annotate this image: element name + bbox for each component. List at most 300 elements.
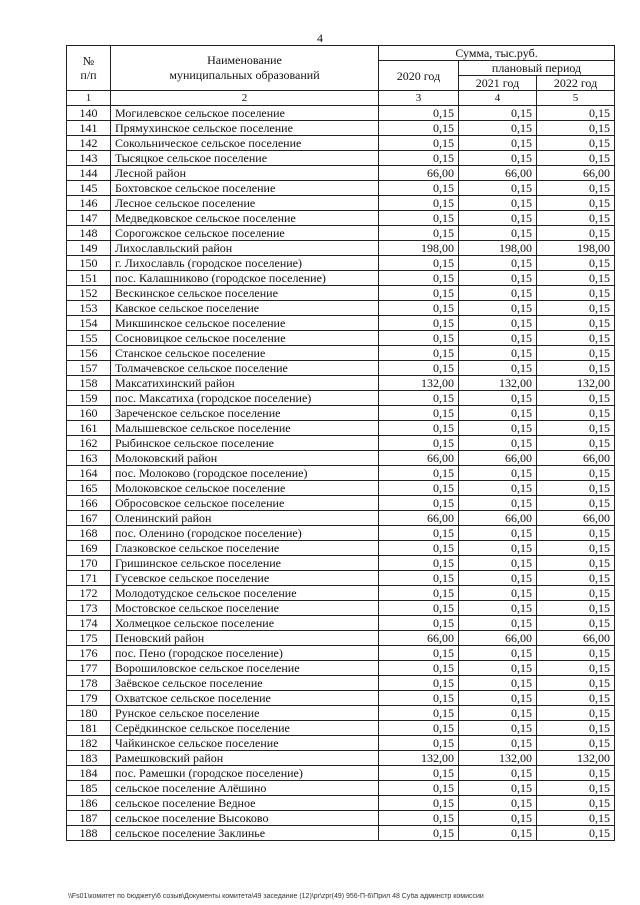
amount-2020: 0,15: [379, 466, 459, 481]
table-row: [67, 451, 615, 466]
row-number: 187: [67, 811, 111, 826]
header-name: [111, 46, 379, 91]
amount-2020: 0,15: [379, 646, 459, 661]
municipality-name: Зареченское сельское поселение: [111, 406, 379, 421]
amount-2021: 0,15: [459, 151, 537, 166]
amount-2020: 0,15: [379, 271, 459, 286]
header-year-2021: 2021 год: [459, 76, 537, 91]
municipality-name: Станское сельское поселение: [111, 346, 379, 361]
table-row: [67, 211, 615, 226]
amount-2020: 0,15: [379, 436, 459, 451]
amount-2021: 66,00: [459, 166, 537, 181]
row-number: 165: [67, 481, 111, 496]
row-number: 148: [67, 226, 111, 241]
amount-2021: 0,15: [459, 331, 537, 346]
amount-2021: 0,15: [459, 256, 537, 271]
amount-2022: 0,15: [537, 346, 615, 361]
amount-2020: 0,15: [379, 826, 459, 841]
amount-2022: 0,15: [537, 586, 615, 601]
column-index-row: [67, 91, 615, 106]
municipality-name: Мостовское сельское поселение: [111, 601, 379, 616]
amount-2022: 66,00: [537, 631, 615, 646]
amount-2022: 0,15: [537, 811, 615, 826]
amount-2021: 0,15: [459, 496, 537, 511]
amount-2021: 0,15: [459, 226, 537, 241]
table-row: [67, 691, 615, 706]
column-index: 2: [111, 91, 379, 106]
amount-2022: 0,15: [537, 181, 615, 196]
table-row: [67, 541, 615, 556]
amount-2020: 132,00: [379, 376, 459, 391]
amount-2022: 0,15: [537, 646, 615, 661]
table-row: [67, 436, 615, 451]
row-number: 182: [67, 736, 111, 751]
row-number: 162: [67, 436, 111, 451]
municipality-name: Холмецкое сельское поселение: [111, 616, 379, 631]
municipality-name: сельское поселение Алёшино: [111, 781, 379, 796]
amount-2020: 198,00: [379, 241, 459, 256]
municipality-name: сельское поселение Ведное: [111, 796, 379, 811]
amount-2020: 0,15: [379, 676, 459, 691]
amount-2022: 0,15: [537, 571, 615, 586]
municipality-name: Рунское сельское поселение: [111, 706, 379, 721]
table-row: [67, 376, 615, 391]
amount-2021: 0,15: [459, 661, 537, 676]
amount-2021: 0,15: [459, 406, 537, 421]
amount-2021: 0,15: [459, 571, 537, 586]
row-number: 171: [67, 571, 111, 586]
column-index: 4: [459, 91, 537, 106]
municipality-name: Рыбинское сельское поселение: [111, 436, 379, 451]
row-number: 143: [67, 151, 111, 166]
amount-2022: 0,15: [537, 616, 615, 631]
amount-2022: 0,15: [537, 541, 615, 556]
amount-2020: 0,15: [379, 571, 459, 586]
row-number: 167: [67, 511, 111, 526]
table-row: [67, 466, 615, 481]
municipality-name: Сосновицкое сельское поселение: [111, 331, 379, 346]
amount-2022: 0,15: [537, 661, 615, 676]
municipality-name: Лесной район: [111, 166, 379, 181]
amount-2022: 66,00: [537, 451, 615, 466]
municipality-name: Микшинское сельское поселение: [111, 316, 379, 331]
table-row: [67, 361, 615, 376]
amount-2021: 0,15: [459, 766, 537, 781]
amount-2022: 0,15: [537, 271, 615, 286]
table-row: [67, 511, 615, 526]
amount-2021: 0,15: [459, 601, 537, 616]
row-number: 172: [67, 586, 111, 601]
row-number: 164: [67, 466, 111, 481]
row-number: 158: [67, 376, 111, 391]
amount-2020: 0,15: [379, 391, 459, 406]
row-number: 140: [67, 106, 111, 121]
amount-2021: 0,15: [459, 706, 537, 721]
header-year-2022: 2022 год: [537, 76, 615, 91]
row-number: 184: [67, 766, 111, 781]
amount-2020: 66,00: [379, 451, 459, 466]
amount-2021: 0,15: [459, 196, 537, 211]
amount-2022: 0,15: [537, 136, 615, 151]
row-number: 149: [67, 241, 111, 256]
amount-2022: 66,00: [537, 166, 615, 181]
row-number: 154: [67, 316, 111, 331]
amount-2021: 0,15: [459, 391, 537, 406]
table-row: [67, 496, 615, 511]
table-row: [67, 121, 615, 136]
header-name-line2: муниципальных образований: [169, 68, 320, 82]
municipality-name: сельское поселение Заклинье: [111, 826, 379, 841]
table-row: [67, 346, 615, 361]
municipality-name: Медведковское сельское поселение: [111, 211, 379, 226]
amount-2021: 0,15: [459, 436, 537, 451]
amount-2021: 0,15: [459, 301, 537, 316]
amount-2020: 132,00: [379, 751, 459, 766]
amount-2022: 0,15: [537, 466, 615, 481]
amount-2020: 0,15: [379, 421, 459, 436]
amount-2020: 0,15: [379, 481, 459, 496]
table-row: [67, 316, 615, 331]
table-row: [67, 736, 615, 751]
row-number: 145: [67, 181, 111, 196]
amount-2021: 0,15: [459, 811, 537, 826]
municipality-name: Гусевское сельское поселение: [111, 571, 379, 586]
amount-2021: 66,00: [459, 511, 537, 526]
municipality-name: Тысяцкое сельское поселение: [111, 151, 379, 166]
table-row: [67, 661, 615, 676]
table-row: [67, 391, 615, 406]
amount-2021: 0,15: [459, 826, 537, 841]
amount-2022: 0,15: [537, 391, 615, 406]
row-number: 153: [67, 301, 111, 316]
amount-2021: 0,15: [459, 316, 537, 331]
amount-2020: 0,15: [379, 766, 459, 781]
amount-2020: 0,15: [379, 361, 459, 376]
municipality-name: пос. Молоково (городское поселение): [111, 466, 379, 481]
amount-2020: 0,15: [379, 526, 459, 541]
amount-2022: 66,00: [537, 511, 615, 526]
row-number: 178: [67, 676, 111, 691]
amount-2022: 0,15: [537, 301, 615, 316]
municipality-name: Рамешковский район: [111, 751, 379, 766]
row-number: 151: [67, 271, 111, 286]
amount-2022: 0,15: [537, 406, 615, 421]
municipality-name: Вескинское сельское поселение: [111, 286, 379, 301]
table-row: [67, 106, 615, 121]
amount-2020: 0,15: [379, 691, 459, 706]
amount-2022: 0,15: [537, 676, 615, 691]
amount-2022: 0,15: [537, 256, 615, 271]
table-row: [67, 241, 615, 256]
row-number: 144: [67, 166, 111, 181]
row-number: 179: [67, 691, 111, 706]
row-number: 168: [67, 526, 111, 541]
amount-2021: 66,00: [459, 631, 537, 646]
municipality-name: Ворошиловское сельское поселение: [111, 661, 379, 676]
amount-2020: 0,15: [379, 316, 459, 331]
row-number: 188: [67, 826, 111, 841]
amount-2022: 0,15: [537, 226, 615, 241]
table-row: [67, 811, 615, 826]
amount-2020: 66,00: [379, 166, 459, 181]
row-number: 175: [67, 631, 111, 646]
table-row: [67, 196, 615, 211]
table-row: [67, 421, 615, 436]
row-number: 150: [67, 256, 111, 271]
amount-2021: 0,15: [459, 616, 537, 631]
amount-2020: 0,15: [379, 661, 459, 676]
amount-2021: 0,15: [459, 121, 537, 136]
amount-2020: 0,15: [379, 601, 459, 616]
amount-2021: 0,15: [459, 136, 537, 151]
table-row: [67, 556, 615, 571]
table-row: [67, 601, 615, 616]
row-number: 161: [67, 421, 111, 436]
amount-2021: 0,15: [459, 286, 537, 301]
amount-2021: 0,15: [459, 361, 537, 376]
municipality-name: Бохтовское сельское поселение: [111, 181, 379, 196]
amount-2022: 198,00: [537, 241, 615, 256]
table-row: [67, 766, 615, 781]
municipality-name: Молоковское сельское поселение: [111, 481, 379, 496]
amount-2020: 0,15: [379, 256, 459, 271]
amount-2020: 0,15: [379, 496, 459, 511]
municipality-name: пос. Калашниково (городское поселение): [111, 271, 379, 286]
row-number: 186: [67, 796, 111, 811]
amount-2020: 0,15: [379, 706, 459, 721]
header-sum: Сумма, тыс.руб.: [379, 46, 615, 61]
municipality-name: Молоковский район: [111, 451, 379, 466]
amount-2022: 0,15: [537, 826, 615, 841]
amount-2022: 0,15: [537, 481, 615, 496]
row-number: 155: [67, 331, 111, 346]
amount-2021: 0,15: [459, 346, 537, 361]
table-row: [67, 151, 615, 166]
amount-2022: 0,15: [537, 601, 615, 616]
table-row: [67, 631, 615, 646]
amount-2021: 0,15: [459, 586, 537, 601]
amount-2020: 0,15: [379, 541, 459, 556]
amount-2021: 0,15: [459, 181, 537, 196]
amount-2021: 0,15: [459, 271, 537, 286]
amount-2020: 0,15: [379, 721, 459, 736]
amount-2021: 0,15: [459, 481, 537, 496]
row-number: 157: [67, 361, 111, 376]
row-number: 141: [67, 121, 111, 136]
table-row: [67, 721, 615, 736]
municipality-name: Прямухинское сельское поселение: [111, 121, 379, 136]
municipality-name: пос. Пено (городское поселение): [111, 646, 379, 661]
amount-2020: 0,15: [379, 181, 459, 196]
amount-2022: 0,15: [537, 691, 615, 706]
amount-2020: 0,15: [379, 331, 459, 346]
amount-2021: 0,15: [459, 526, 537, 541]
municipality-name: Чайкинское сельское поселение: [111, 736, 379, 751]
amount-2022: 0,15: [537, 196, 615, 211]
amount-2022: 0,15: [537, 766, 615, 781]
municipality-name: пос. Максатиха (городское поселение): [111, 391, 379, 406]
municipality-name: Охватское сельское поселение: [111, 691, 379, 706]
amount-2020: 66,00: [379, 511, 459, 526]
row-number: 146: [67, 196, 111, 211]
amount-2021: 0,15: [459, 421, 537, 436]
row-number: 177: [67, 661, 111, 676]
municipality-name: Малышевское сельское поселение: [111, 421, 379, 436]
amount-2020: 0,15: [379, 346, 459, 361]
row-number: 156: [67, 346, 111, 361]
municipality-name: Глазковское сельское поселение: [111, 541, 379, 556]
amount-2020: 0,15: [379, 406, 459, 421]
table-row: [67, 586, 615, 601]
row-number: 163: [67, 451, 111, 466]
amount-2022: 0,15: [537, 361, 615, 376]
row-number: 142: [67, 136, 111, 151]
page-number: 4: [317, 31, 323, 45]
amount-2020: 0,15: [379, 151, 459, 166]
table-row: [67, 256, 615, 271]
row-number: 147: [67, 211, 111, 226]
table-row: [67, 616, 615, 631]
header-number: [67, 46, 111, 91]
municipality-name: пос. Рамешки (городское поселение): [111, 766, 379, 781]
amount-2021: 0,15: [459, 796, 537, 811]
municipality-name: Обросовское сельское поселение: [111, 496, 379, 511]
amount-2022: 0,15: [537, 121, 615, 136]
column-index: 5: [537, 91, 615, 106]
table-row: [67, 271, 615, 286]
amount-2021: 0,15: [459, 556, 537, 571]
row-number: 174: [67, 616, 111, 631]
amount-2020: 0,15: [379, 736, 459, 751]
column-index: 3: [379, 91, 459, 106]
row-number: 166: [67, 496, 111, 511]
amount-2021: 0,15: [459, 736, 537, 751]
table-row: [67, 226, 615, 241]
municipality-name: Сокольническое сельское поселение: [111, 136, 379, 151]
row-number: 173: [67, 601, 111, 616]
municipality-name: Максатихинский район: [111, 376, 379, 391]
amount-2021: 0,15: [459, 691, 537, 706]
amount-2020: 0,15: [379, 286, 459, 301]
amount-2022: 0,15: [537, 706, 615, 721]
row-number: 160: [67, 406, 111, 421]
amount-2022: 132,00: [537, 751, 615, 766]
municipality-name: Лихославльский район: [111, 241, 379, 256]
table-row: [67, 331, 615, 346]
amount-2022: 132,00: [537, 376, 615, 391]
header-year-2020: 2020 год: [379, 61, 459, 91]
amount-2021: 132,00: [459, 376, 537, 391]
municipality-name: Молодотудское сельское поселение: [111, 586, 379, 601]
amount-2020: 0,15: [379, 796, 459, 811]
amount-2022: 0,15: [537, 721, 615, 736]
amount-2022: 0,15: [537, 421, 615, 436]
row-number: 183: [67, 751, 111, 766]
municipality-name: Заёвское сельское поселение: [111, 676, 379, 691]
table-row: [67, 301, 615, 316]
amount-2022: 0,15: [537, 106, 615, 121]
table-row: [67, 286, 615, 301]
table-body: [67, 106, 615, 841]
amount-2022: 0,15: [537, 151, 615, 166]
header-number-line2: п/п: [80, 68, 97, 82]
amount-2020: 0,15: [379, 211, 459, 226]
amount-2022: 0,15: [537, 796, 615, 811]
header-number-line1: №: [82, 54, 95, 68]
municipality-name: Сорогожское сельское поселение: [111, 226, 379, 241]
amount-2021: 0,15: [459, 676, 537, 691]
row-number: 169: [67, 541, 111, 556]
amount-2020: 0,15: [379, 226, 459, 241]
header-planned-period: плановый период: [459, 61, 615, 76]
municipality-name: Гришинское сельское поселение: [111, 556, 379, 571]
amount-2020: 0,15: [379, 196, 459, 211]
amount-2021: 198,00: [459, 241, 537, 256]
municipality-name: сельское поселение Высоково: [111, 811, 379, 826]
amount-2020: 0,15: [379, 781, 459, 796]
amount-2022: 0,15: [537, 331, 615, 346]
row-number: 185: [67, 781, 111, 796]
amount-2020: 0,15: [379, 121, 459, 136]
municipality-name: Серёдкинское сельское поселение: [111, 721, 379, 736]
municipality-name: Оленинский район: [111, 511, 379, 526]
table-row: [67, 571, 615, 586]
amount-2020: 0,15: [379, 586, 459, 601]
header-name-line1: Наименование: [207, 53, 282, 67]
table-header: [67, 46, 615, 106]
amount-2022: 0,15: [537, 286, 615, 301]
amount-2021: 0,15: [459, 721, 537, 736]
amount-2020: 0,15: [379, 301, 459, 316]
table-row: [67, 526, 615, 541]
row-number: 170: [67, 556, 111, 571]
municipality-name: Могилевское сельское поселение: [111, 106, 379, 121]
amount-2020: 0,15: [379, 106, 459, 121]
municipality-name: Лесное сельское поселение: [111, 196, 379, 211]
amount-2021: 0,15: [459, 541, 537, 556]
amount-2022: 0,15: [537, 211, 615, 226]
row-number: 152: [67, 286, 111, 301]
table-row: [67, 751, 615, 766]
amount-2021: 66,00: [459, 451, 537, 466]
amount-2021: 0,15: [459, 466, 537, 481]
municipality-name: г. Лихославль (городское поселение): [111, 256, 379, 271]
table-row: [67, 166, 615, 181]
row-number: 180: [67, 706, 111, 721]
amount-2020: 0,15: [379, 811, 459, 826]
amount-2020: 66,00: [379, 631, 459, 646]
municipality-name: пос. Оленино (городское поселение): [111, 526, 379, 541]
amount-2021: 0,15: [459, 781, 537, 796]
amount-2021: 0,15: [459, 106, 537, 121]
amount-2022: 0,15: [537, 316, 615, 331]
amount-2022: 0,15: [537, 496, 615, 511]
amount-2020: 0,15: [379, 136, 459, 151]
table-row: [67, 646, 615, 661]
table-row: [67, 676, 615, 691]
amount-2020: 0,15: [379, 616, 459, 631]
table-row: [67, 406, 615, 421]
table-row: [67, 136, 615, 151]
footer-file-path: \\Fs01\комитет по бюджету\6 созыв\Документы комитета\49 заседание (12)\pr\zpr(49) 956-П-6\Прил 48 Суба админстр комиссии: [68, 893, 484, 900]
municipality-name: Пеновский район: [111, 631, 379, 646]
subsidy-table: [66, 45, 615, 841]
amount-2020: 0,15: [379, 556, 459, 571]
table-row: [67, 826, 615, 841]
table-row: [67, 181, 615, 196]
amount-2022: 0,15: [537, 736, 615, 751]
table-row: [67, 706, 615, 721]
